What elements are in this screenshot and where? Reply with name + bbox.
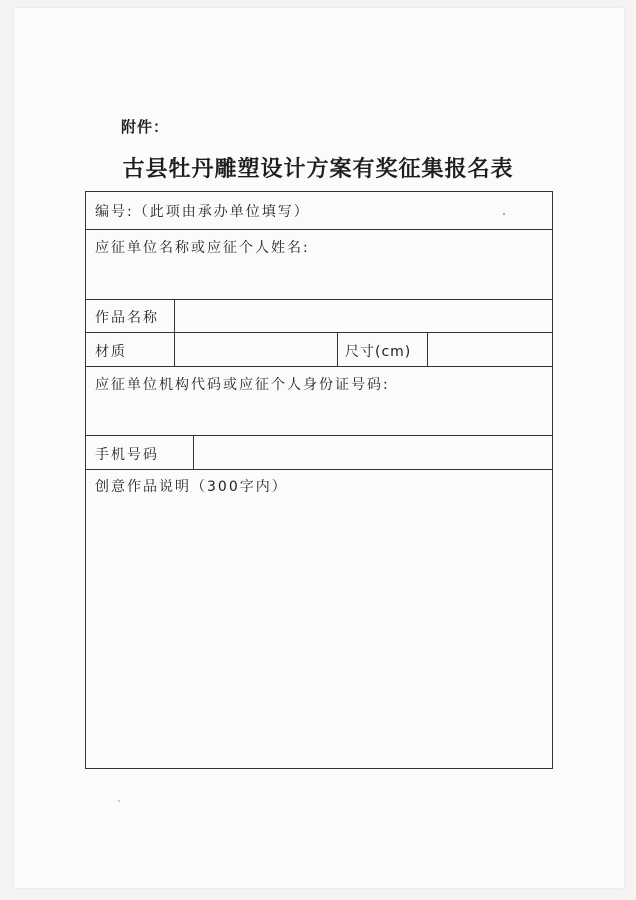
document-title: 古县牡丹雕塑设计方案有奖征集报名表 — [122, 156, 514, 182]
size-label: 尺寸(cm) — [345, 344, 412, 360]
serial-field[interactable] — [316, 194, 546, 226]
row-divider — [86, 435, 552, 436]
description-field[interactable] — [92, 498, 547, 764]
work-name-label: 作品名称 — [95, 310, 159, 326]
row-divider — [86, 332, 552, 333]
row-divider — [86, 229, 552, 230]
phone-field[interactable] — [197, 438, 547, 466]
phone-label: 手机号码 — [95, 447, 159, 463]
phone-label-divider — [193, 435, 194, 469]
id-code-field[interactable] — [92, 396, 547, 432]
attachment-label: 附件： — [121, 118, 170, 136]
applicant-name-field[interactable] — [92, 258, 547, 296]
scan-speck — [118, 800, 120, 802]
size-label-divider-right — [427, 332, 428, 366]
material-field[interactable] — [178, 335, 334, 363]
id-code-label: 应征单位机构代码或应征个人身份证号码: — [95, 377, 390, 393]
serial-label: 编号:（此项由承办单位填写） — [95, 204, 310, 220]
size-field[interactable] — [431, 335, 548, 363]
size-label-divider-left — [337, 332, 338, 366]
applicant-name-label: 应征单位名称或应征个人姓名: — [95, 240, 310, 256]
description-label: 创意作品说明（300字内） — [95, 479, 288, 495]
row-divider — [86, 469, 552, 470]
label-column-divider — [174, 299, 175, 366]
scan-speck — [503, 213, 505, 215]
row-divider — [86, 366, 552, 367]
registration-form — [85, 191, 553, 769]
work-name-field[interactable] — [178, 302, 548, 330]
row-divider — [86, 299, 552, 300]
material-label: 材质 — [95, 344, 127, 360]
